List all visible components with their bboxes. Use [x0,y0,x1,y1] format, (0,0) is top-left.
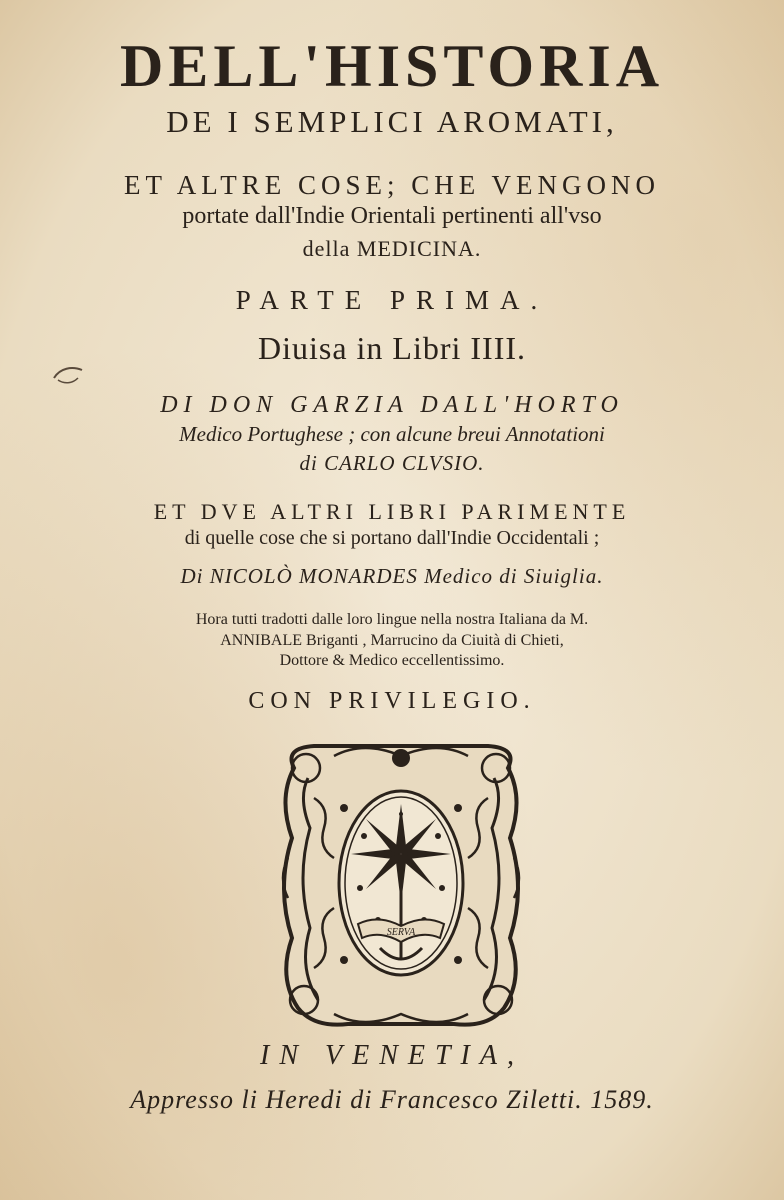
translator-line-3: Dottore & Medico eccellentissimo. [279,652,505,669]
extra-books-line-2: di quelle cose che si portano dall'Indie Occidentali ; [184,527,600,549]
translator-line-2: ANNIBALE Briganti , Marrucino da Ciuità di Chieti, [220,632,564,649]
extra-books-line-3: Di NICOLÒ MONARDES Medico di Siuiglia. [180,564,604,588]
imprint-city: IN VENETIA, [260,1040,524,1071]
author-line-1: DI DON GARZIA DALL'HORTO [160,392,624,418]
privilege-line: CON PRIVILEGIO. [248,688,536,714]
title-line-1: DELL'HISTORIA [119,33,665,99]
part-heading: PARTE PRIMA. [235,285,549,315]
translator-line-1: Hora tutti tradotti dalle loro lingue nella nostra Italiana da M. [195,611,589,628]
author-line-2: Medico Portughese ; con alcune breui Annotationi [179,422,605,446]
device-motto: SERVA [386,927,416,938]
extra-books-line-1: ET DVE ALTRI LIBRI PARIMENTE [153,499,631,524]
printer-device-emblem [274,738,528,1030]
subtitle-line-2: portate dall'Indie Orientali pertinenti all'vso [182,203,602,229]
subtitle-line-1: ET ALTRE COSE; CHE VENGONO [123,170,661,200]
ink-mark-icon [48,358,88,394]
title-line-2: DE I SEMPLICI AROMATI, [166,104,618,139]
author-line-3: di CARLO CLVSIO. [299,451,485,475]
division-heading: Diuisa in Libri IIII. [257,330,527,366]
imprint-publisher: Appresso li Heredi di Francesco Ziletti. 1589. [130,1085,654,1114]
subtitle-line-3: della MEDICINA. [302,236,482,261]
